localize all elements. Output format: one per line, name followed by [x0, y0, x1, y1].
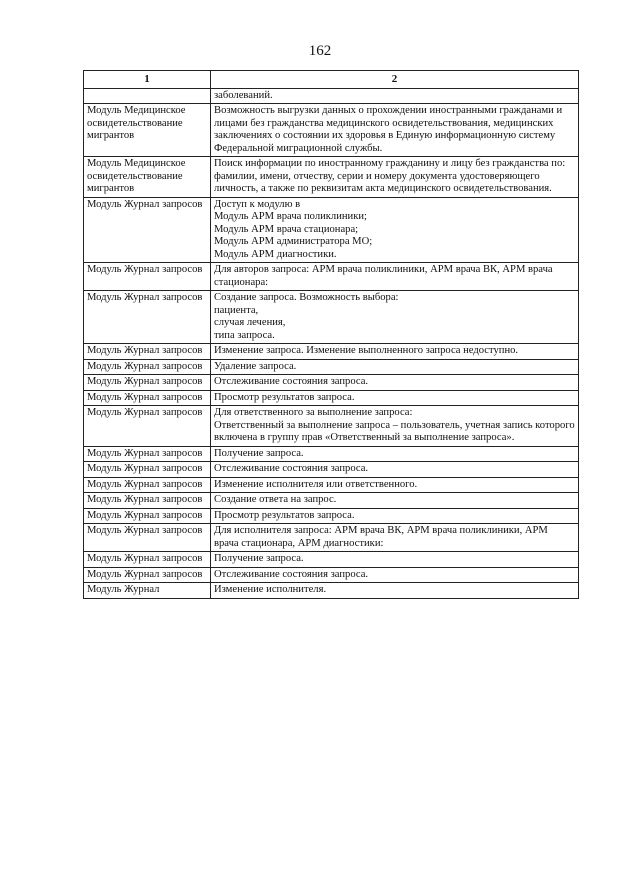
description-line: Модуль АРМ врача стационара;: [214, 223, 359, 235]
table-row: [84, 477, 579, 493]
description-line: Создание ответа на запрос.: [214, 494, 337, 505]
description-line: Возможность выгрузки данных о прохождении иностранными гражданами и лицами без гражданства медицинского освидетельствования, медицинских заключениях о состоянии их здоровья в Единую информационную систему Федеральной миграционной службы.: [214, 105, 563, 154]
module-cell: Модуль Журнал запросов: [84, 344, 211, 360]
description-line: Удаление запроса.: [214, 360, 297, 372]
table-row: [84, 406, 579, 447]
description-line: заболеваний.: [214, 89, 273, 101]
module-cell: Модуль Журнал запросов: [84, 493, 211, 509]
description-cell: [211, 406, 579, 447]
table-row: [84, 508, 579, 524]
module-cell: Модуль Журнал запросов: [84, 375, 211, 391]
description-line: Отслеживание состояния запроса.: [214, 463, 369, 474]
module-cell: Модуль Журнал запросов: [84, 552, 211, 568]
description-cell: [211, 197, 579, 263]
requirements-table: [83, 70, 579, 599]
description-line: Изменение исполнителя или ответственного.: [214, 478, 418, 490]
module-cell: Модуль Журнал запросов: [84, 406, 211, 447]
table-body: [84, 88, 579, 598]
module-cell: Модуль Журнал запросов: [84, 197, 211, 263]
description-line: Получение запроса.: [214, 553, 304, 564]
table-row: [84, 446, 579, 462]
description-cell: [211, 583, 579, 599]
module-cell: Модуль Журнал запросов: [84, 462, 211, 478]
module-cell: Модуль Журнал запросов: [84, 508, 211, 524]
description-line: Модуль АРМ диагностики.: [214, 248, 337, 260]
column-header-2: 2: [211, 71, 579, 89]
table-row: [84, 197, 579, 263]
description-cell: [211, 390, 579, 406]
description-line: пациента,: [214, 304, 259, 316]
table-row: [84, 157, 579, 198]
description-cell: [211, 446, 579, 462]
description-line: Доступ к модулю в: [214, 198, 301, 210]
description-cell: [211, 567, 579, 583]
module-cell: Модуль Журнал запросов: [84, 390, 211, 406]
module-cell: Модуль Журнал запросов: [84, 477, 211, 493]
description-line: случая лечения,: [214, 317, 286, 328]
table-row: [84, 462, 579, 478]
description-line: Отслеживание состояния запроса.: [214, 568, 369, 580]
description-line: типа запроса.: [214, 329, 275, 341]
module-cell: Модуль Журнал запросов: [84, 524, 211, 552]
table-row: [84, 88, 579, 104]
description-line: Ответственный за выполнение запроса – пользователь, учетная запись которого включена в группу прав «Ответственный за выполнение запроса».: [214, 419, 575, 443]
table-row: [84, 567, 579, 583]
table-row: [84, 375, 579, 391]
table-row: [84, 493, 579, 509]
module-cell: Модуль Медицинское освидетельствование мигрантов: [84, 104, 211, 157]
table-row: [84, 552, 579, 568]
page-number: 162: [308, 43, 332, 59]
description-cell: [211, 263, 579, 291]
description-line: Поиск информации по иностранному гражданину и лицу без гражданства по: фамилии, имени, отчеству, серии и номеру документа удостоверяющего личность, а также по реквизитам акта медицинского освидетельствования.: [214, 158, 566, 194]
table-row: [84, 524, 579, 552]
description-line: Просмотр результатов запроса.: [214, 509, 355, 521]
description-cell: [211, 462, 579, 478]
table-header-row: [84, 71, 579, 89]
table-row: [84, 263, 579, 291]
module-cell: [84, 88, 211, 104]
description-line: Модуль АРМ врача поликлиники;: [214, 211, 367, 222]
description-line: Создание запроса. Возможность выбора:: [214, 292, 399, 303]
description-cell: [211, 157, 579, 198]
module-cell: Модуль Журнал запросов: [84, 359, 211, 375]
description-cell: [211, 344, 579, 360]
description-cell: [211, 552, 579, 568]
description-cell: [211, 524, 579, 552]
description-cell: [211, 493, 579, 509]
column-header-1: 1: [84, 71, 211, 89]
description-cell: [211, 88, 579, 104]
description-cell: [211, 291, 579, 344]
description-line: Изменение запроса. Изменение выполненного запроса недоступно.: [214, 345, 519, 356]
description-line: Для исполнителя запроса: АРМ врача ВК, АРМ врача поликлиники, АРМ врача стационара, АРМ диагностики:: [214, 525, 548, 549]
table-row: [84, 583, 579, 599]
description-line: Отслеживание состояния запроса.: [214, 376, 369, 387]
module-cell: Модуль Журнал: [84, 583, 211, 599]
description-cell: [211, 375, 579, 391]
table-row: [84, 104, 579, 157]
description-cell: [211, 359, 579, 375]
description-line: Для авторов запроса: АРМ врача поликлиники, АРМ врача ВК, АРМ врача стационара:: [214, 264, 553, 288]
module-cell: Модуль Журнал запросов: [84, 446, 211, 462]
description-line: Просмотр результатов запроса.: [214, 391, 355, 403]
description-line: Для ответственного за выполнение запроса:: [214, 407, 413, 418]
description-cell: [211, 508, 579, 524]
module-cell: Модуль Журнал запросов: [84, 291, 211, 344]
module-cell: Модуль Медицинское освидетельствование мигрантов: [84, 157, 211, 198]
table-row: [84, 390, 579, 406]
description-cell: [211, 104, 579, 157]
table-row: [84, 359, 579, 375]
table-row: [84, 291, 579, 344]
description-line: Модуль АРМ администратора МО;: [214, 236, 373, 247]
description-cell: [211, 477, 579, 493]
module-cell: Модуль Журнал запросов: [84, 567, 211, 583]
table-row: [84, 344, 579, 360]
description-line: Изменение исполнителя.: [214, 584, 327, 595]
module-cell: Модуль Журнал запросов: [84, 263, 211, 291]
description-line: Получение запроса.: [214, 447, 304, 459]
